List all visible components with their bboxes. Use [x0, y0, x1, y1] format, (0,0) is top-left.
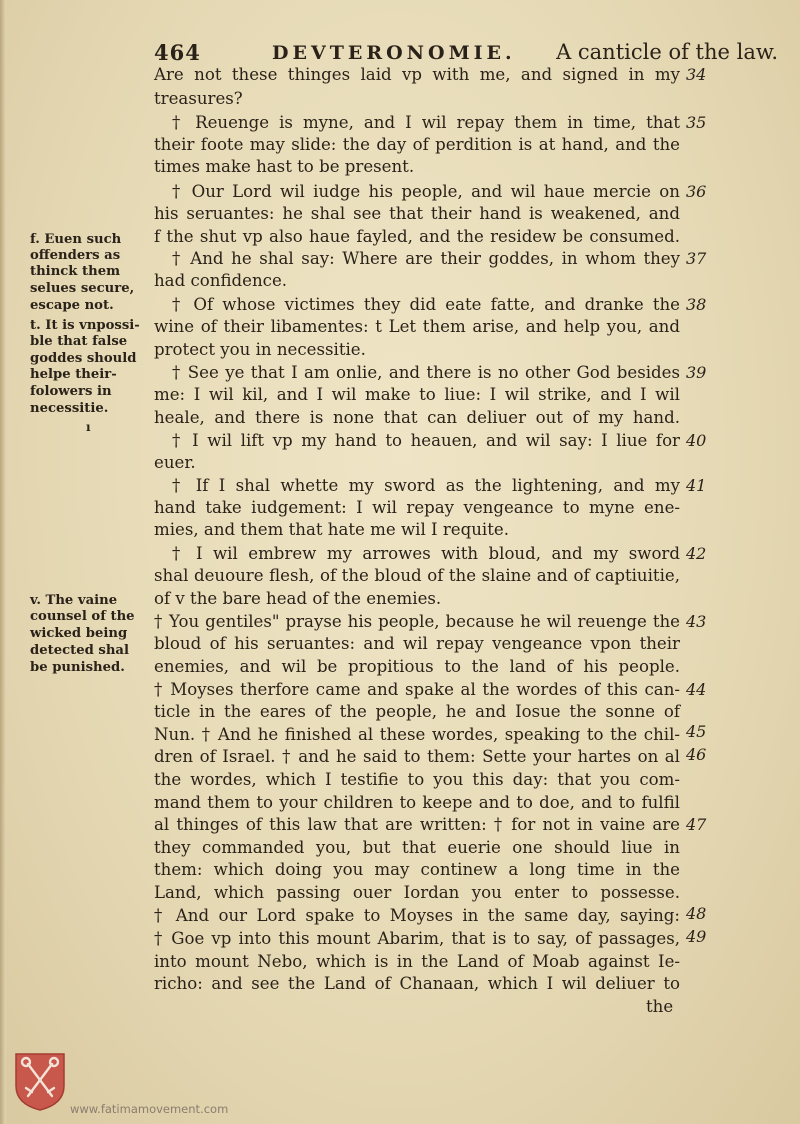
- text-line: me: I wil kil, and I wil make to liue: I wil strike, and I wil: [154, 385, 680, 404]
- text-line: † See ye that I am onlie, and there is no other God besides: [172, 363, 680, 382]
- verse-number: 42: [686, 544, 707, 563]
- verse-number: 45: [686, 722, 707, 741]
- margin-note-line: folowers in: [30, 384, 112, 399]
- verse-number: 48: [686, 904, 707, 923]
- text-line: Nun. † And he finished al these wordes, speaking to the chil-: [154, 725, 680, 744]
- text-line: † Reuenge is myne, and I wil repay them in time, that: [172, 113, 680, 132]
- verse-number: 34: [686, 65, 707, 84]
- margin-note-line: detected shal: [30, 643, 129, 658]
- margin-note-line: goddes should: [30, 351, 137, 366]
- text-line: of v the bare head of the enemies.: [154, 589, 442, 608]
- margin-note-line: counsel of the: [30, 609, 135, 624]
- text-line: † I wil lift vp my hand to heauen, and wil say: I liue for: [172, 431, 680, 450]
- text-line: bloud of his seruantes: and wil repay vengeance vpon their: [154, 634, 680, 653]
- page-number: 464: [154, 40, 201, 65]
- margin-note-line: wicked being: [30, 626, 128, 641]
- text-line: † If I shal whette my sword as the lightening, and my: [172, 476, 680, 495]
- margin-note-line: thinck them: [30, 264, 121, 279]
- verse-number: 46: [686, 745, 707, 764]
- margin-note-line: helpe their-: [30, 367, 117, 382]
- text-line: Are not these thinges laid vp with me, and signed in my: [154, 65, 680, 84]
- text-line: richo: and see the Land of Chanaan, which I wil deliuer to: [154, 974, 680, 993]
- margin-mark-icon: ı: [86, 420, 91, 434]
- margin-note-line: ble that false: [30, 334, 128, 349]
- margin-note-line: offenders as: [30, 248, 121, 263]
- text-line: al thinges of this law that are written: † for not in vaine are: [154, 815, 680, 834]
- verse-number: 38: [686, 295, 707, 314]
- text-line: they commanded you, but that euerie one should liue in: [154, 838, 680, 857]
- text-line: heale, and there is none that can deliuer out of my hand.: [154, 408, 680, 427]
- verse-number: 49: [686, 927, 707, 946]
- text-line: † Moyses therfore came and spake al the wordes of this can-: [154, 680, 680, 699]
- verse-number: 41: [686, 476, 707, 495]
- text-line: times make hast to be present.: [154, 157, 415, 176]
- text-line: had confidence.: [154, 271, 288, 290]
- text-line: mies, and them that hate me wil I requite.: [154, 520, 510, 539]
- verse-number: 35: [686, 113, 707, 132]
- text-line: his seruantes: he shal see that their hand is weakened, and: [154, 204, 680, 223]
- margin-note-line: f. Euen such: [30, 232, 122, 247]
- running-head: A canticle of the law.: [556, 40, 778, 64]
- verse-number: 43: [686, 612, 707, 631]
- verse-number: 37: [686, 249, 707, 268]
- text-line: them: which doing you may continew a long time in the: [154, 860, 680, 879]
- text-line: † Of whose victimes they did eate fatte, and dranke the: [172, 295, 680, 314]
- text-line: their foote may slide: the day of perdition is at hand, and the: [154, 135, 680, 154]
- verse-number: 44: [686, 680, 707, 699]
- text-line: Land, which passing ouer Iordan you enter to possesse.: [154, 883, 680, 902]
- text-line: † And he shal say: Where are their goddes, in whom they: [172, 249, 680, 268]
- margin-note-line: v. The vaine: [30, 593, 118, 608]
- catchword: the: [646, 997, 674, 1016]
- text-line: † And our Lord spake to Moyses in the same day, saying:: [154, 906, 680, 925]
- text-line: † I wil embrew my arrowes with bloud, and my sword: [172, 544, 680, 563]
- text-line: protect you in necessitie.: [154, 340, 366, 359]
- text-line: wine of their libamentes: t Let them arise, and help you, and: [154, 317, 680, 336]
- margin-note-line: necessitie.: [30, 401, 109, 416]
- text-line: ticle in the eares of the people, he and Iosue the sonne of: [154, 702, 680, 721]
- verse-number: 40: [686, 431, 707, 450]
- text-line: euer.: [154, 453, 196, 472]
- margin-note-line: t. It is vnpossi-: [30, 318, 140, 333]
- text-line: treasures?: [154, 89, 243, 108]
- margin-note-line: selues secure,: [30, 281, 135, 296]
- verse-number: 36: [686, 182, 707, 201]
- text-line: mand them to your children to keepe and to doe, and to fulfil: [154, 793, 680, 812]
- text-line: into mount Nebo, which is in the Land of Moab against Ie-: [154, 952, 680, 971]
- text-line: the wordes, which I testifie to you this day: that you com-: [154, 770, 680, 789]
- text-line: shal deuoure flesh, of the bloud of the slaine and of captiuitie,: [154, 566, 680, 585]
- text-line: dren of Israel. † and he said to them: Sette your hartes on al: [154, 747, 680, 766]
- text-line: † You gentiles" prayse his people, because he wil reuenge the: [154, 612, 680, 631]
- book-title: DEVTERONOMIE.: [272, 42, 516, 64]
- verse-number: 39: [686, 363, 707, 382]
- margin-note-line: escape not.: [30, 298, 114, 313]
- verse-number: 47: [686, 815, 707, 834]
- margin-note-line: be punished.: [30, 660, 125, 675]
- keys-seal-icon: [14, 1052, 66, 1112]
- text-line: † Goe vp into this mount Abarim, that is to say, of passages,: [154, 929, 680, 948]
- text-line: f the shut vp also haue fayled, and the residew be consumed.: [154, 227, 680, 246]
- text-line: † Our Lord wil iudge his people, and wil haue mercie on: [172, 182, 680, 201]
- text-line: enemies, and wil be propitious to the land of his people.: [154, 657, 680, 676]
- page-edge: [0, 0, 6, 1124]
- text-line: hand take iudgement: I wil repay vengeance to myne ene-: [154, 498, 680, 517]
- source-credit: www.fatimamovement.com: [70, 1102, 229, 1116]
